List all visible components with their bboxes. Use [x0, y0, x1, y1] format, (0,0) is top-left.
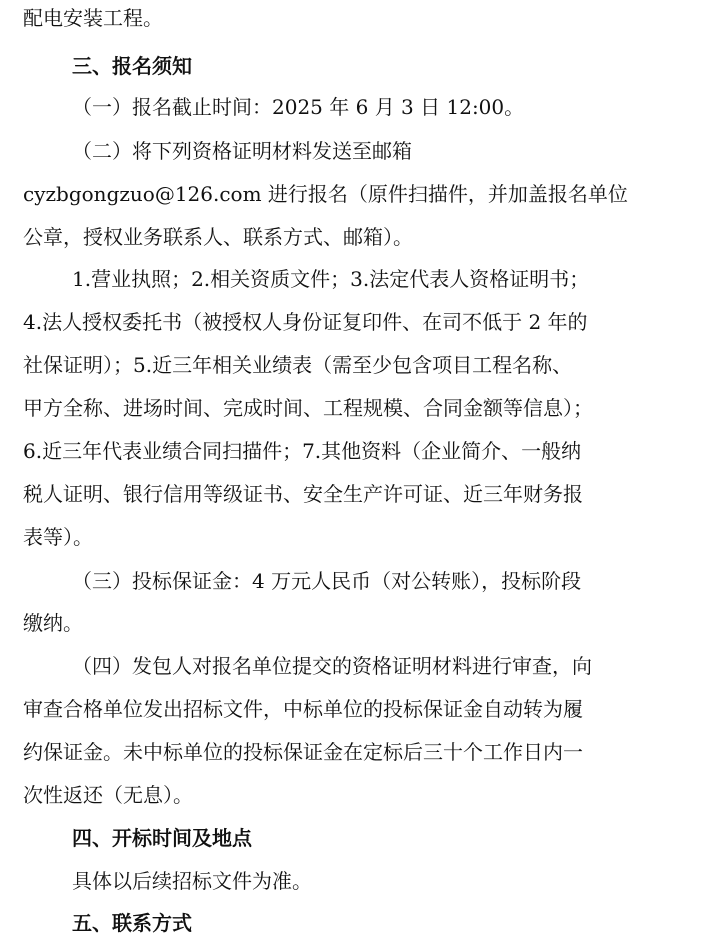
list-line: 表等）。 [23, 525, 93, 549]
section-heading-registration: 三、报名须知 [72, 54, 192, 78]
paragraph-line: cyzbgongzuo@126.com 进行报名（原件扫描件，并加盖报名单位 [23, 182, 628, 206]
list-line: 4.法人授权委托书（被授权人身份证复印件、在司不低于 2 年的 [23, 310, 588, 334]
section-heading-contact: 五、联系方式 [72, 911, 192, 935]
list-line: 社保证明）；5.近三年相关业绩表（需至少包含项目工程名称、 [23, 353, 573, 377]
section-heading-bid-opening: 四、开标时间及地点 [72, 826, 252, 850]
list-line: 1.营业执照；2.相关资质文件；3.法定代表人资格证明书； [72, 267, 590, 291]
list-line: 税人证明、银行信用等级证书、安全生产许可证、近三年财务报 [23, 482, 583, 506]
paragraph-line: 公章，授权业务联系人、联系方式、邮箱）。 [23, 225, 413, 249]
paragraph-line: 配电安装工程。 [23, 6, 163, 30]
paragraph-line: 缴纳。 [23, 611, 83, 635]
paragraph-line: 次性返还（无息）。 [23, 783, 193, 807]
list-line: 甲方全称、进场时间、完成时间、工程规模、合同金额等信息）； [23, 396, 593, 420]
paragraph-line: （三）投标保证金：4 万元人民币（对公转账），投标阶段 [72, 569, 582, 593]
paragraph-line: 具体以后续招标文件为准。 [72, 869, 312, 893]
list-line: 6.近三年代表业绩合同扫描件；7.其他资料（企业简介、一般纳 [23, 439, 582, 463]
paragraph-line: （一）报名截止时间：2025 年 6 月 3 日 12:00。 [72, 95, 525, 119]
paragraph-line: 审查合格单位发出招标文件，中标单位的投标保证金自动转为履 [23, 697, 583, 721]
paragraph-line: （四）发包人对报名单位提交的资格证明材料进行审查，向 [72, 654, 592, 678]
paragraph-line: 约保证金。未中标单位的投标保证金在定标后三十个工作日内一 [23, 740, 583, 764]
paragraph-line: （二）将下列资格证明材料发送至邮箱 [72, 139, 412, 163]
